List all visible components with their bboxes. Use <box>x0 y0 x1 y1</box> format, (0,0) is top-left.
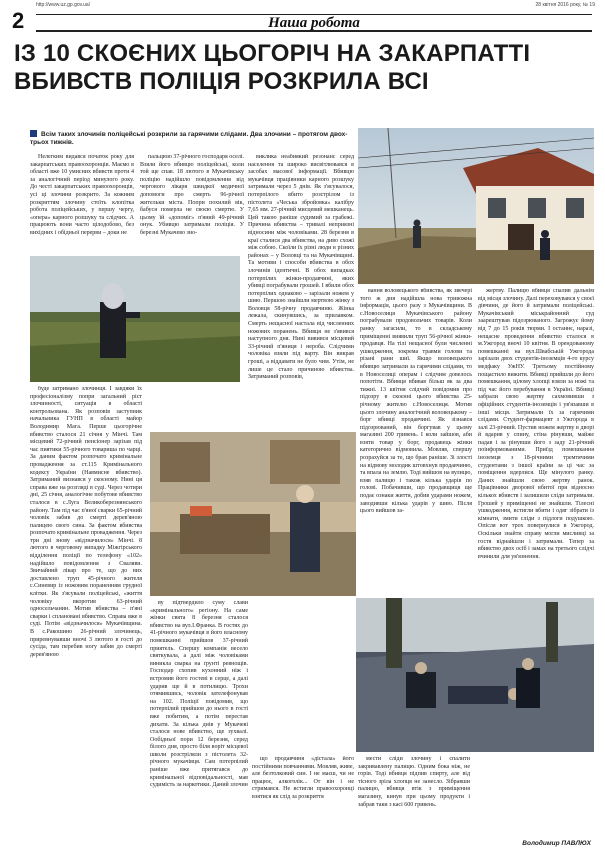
column-3b-text: що продавчиня «дістала» його постійними повчаннями. Мовляв, живе, але безтолковий син. І не маєш, чи не працює, алкоголік... От він і не стримався. Не встигли правоохоронці взятися як слід за розкриття <box>252 756 354 800</box>
column-5-text: жертву. Палицю вбивця спалив дальнім від місця злочину. Далі переховувався у своєї дівчини, де його й затримали поліцейські. Мукачівський міськрайонний суд заарештував підозрюваного. Загрожує йому від 7 до 15 років тюрми. І останнє, наразі, нещасне проведення вбивство сталося в м.Ужгород вночі 10 квітня. В орендованому помешканні на вул.Швабській Ужгорода зарізали двох студентів-іноземців 4-го курсу медфаку УжНУ. Третьому постійному пощастило вижити. Вбивці прийшли до його помешкання, цілому хлопці взяли за ножі та під час його перебування в Україні. Вбивці забрали свою жертву сахмовивши з офіційних студентів-іноземців і ув'язавши в інші місця. Затримали їх за гарячими слідами. Студент-фармацевт з Ужгорода в залі 23-річний. Пустив ножем жертву в дворі й вдарив у спину, стіна рінувши, майже падав і за рінувши його з заду 21-річний поінформованими. Приїзд помешкання іноземця з 18-річними тремтячими студентами з іншої країни за ці час за поміщення вдерлися. Ще мінулого ранку. Даних знайшли свою жертву ранок. Працівники дворової вбитої при відносно кількох вбивств і залишили сліди затримали. Грошей у приміщенні не знайшли. Тілесні ушкодження, встигли вбити і одяг зібрати із кімнати, змити сліди з підлоги подушкою. Опісля вот трох повернулися в Ужгород. Оскільки знайти справу могли мисливці за гостя віднайшли і затримали. Тепер за вбивство двох осіб і замах на третього слідчі вчинили для ув'язнення. <box>478 288 594 560</box>
lead-marker-icon <box>30 130 37 137</box>
article-column-1b <box>30 386 142 838</box>
field-scene-icon <box>30 256 240 382</box>
article-column-4a <box>360 288 472 594</box>
column-1a-text: Нелегким видався початок року для закарпатських правоохоронців. Маємо в області вже 10 умисних вбивств проти 4 за аналогічний період минулого року. До честі закарпатських правоохоронців, усі ці злочини розкрито. За кожним розкриттям злочину стоїть клопітка робота поліцейських, у першу чергу, «опера» карного розшуку та слідчих. А працюють вони часто цілодобово, без вихідних і обідньої перерви – доки не <box>30 154 134 236</box>
site-url: http://www.uz.gp.gov.ua/ <box>36 2 91 8</box>
article-column-4b <box>358 756 470 838</box>
article-headline: ІЗ 10 СКОЄНИХ ЦЬОГОРІЧ НА ЗАКАРПАТТІ ВБИВСТВ ПОЛІЦІЯ РОЗКРИЛА ВСІ <box>14 40 531 95</box>
column-2a-text: пальцюю 37-річного господаря оселі. Взяли його вбивцю поліцейські, коли той ще спав. 18 лютого в Мукачівську поліцію надійшло повідомлення від чергового лікаря швидкої медичної допомоги про смерть 96-річної жительки міста. Попри похилий вік, бабуся померла не своєю смертю. У цьому їй «допоміг» п'яний 49-річний онук. Убивцю затримали поліція. У березні Мукачево зно- <box>140 154 244 236</box>
column-1b-text: буде затримано злочинця. І завдяки їх професіоналізму попри загальний ріст злочинності, ситуація в області контрольована. Як розповів заступник начальника ГУНП в області майор Володимир Мага. Перше цьогорічне вбивство сталося 21 січня у Мінчі. Там місцевий 72-річний пенсіонер зарізав під час пиятики 55-річного товариша по чарці. За даним фактом розпочато кримінальне провадження за ст.115 Кримінального кодексу України (Навмисне вбивство). Затриманий визнався у скоєному. Нині ця справа вже на розгляді в суді. Через чотири дні, 25 січня, аналогічне побутове вбивство сталося в с.Луга Великоберезнянського району. Там під час п'яної сварки 65-річний чоловік забив до смерті дерев'яною палицею свого сина. За фактом вбивства розпочато кримінальне провадження. Через три дні знову «відзначилося» Мінчі. 8 лютого в черговому випадку Міжгірського відділення поліції по телефону «102» надійшло повідомлення з Сваляви. Звичайний лікар про те, що до них доставлено труп 45-річного жителя с.Синевир із ножовим пораненням грудної клітки. Як з'ясували поліцейські, «життя чоловіку вкоротив 63-річний односельчанин. Мотив вбивства – п'яні сварки і сплановані вбивство. Справа вже в суді. Потім «відзначилося» Мукачівщина. В с.Ракошино 26-річний злочинець, приревнувавши вночі 3 лютого в гості до сусіда, там перебив ногу забив до смерті дерев'яною <box>30 386 142 658</box>
author-signature: Володимир ПАВЛЮХ <box>522 840 591 847</box>
column-4b-text: мести сліди злочину і спалити закривавлену палицю. Одним бока ніж, не горів. Тоді вбивця підпив спирту, але від тісного зріла хлопця не занесло. Зібравши палицю, вбивця втік з приміщення магазину, кинув при цьому продукти і забрав таки з касі 600 гривень. <box>358 756 470 808</box>
arrest-photo <box>356 598 594 752</box>
article-column-5 <box>478 288 594 596</box>
page-number: 2 <box>12 8 25 33</box>
kitchen-photo <box>150 432 356 596</box>
house-with-police-icon <box>358 128 594 284</box>
article-column-3a <box>248 154 354 430</box>
column-2b-text: ву підтвердило суму слави «кримінального» регіону. На саме жінки свята 8 березня сталося вбивство на вул.І.Франка. В гостях до 41-річного мукачівця в його власному помешканні прийшов 37-річний приятель. Спершу компанія весело святкувала, а далі між чоловіками виникла сварка на ґрунті ревнощів. Господар схопив кухонний ніж і встромив його гостеві в серце, а далі ударив ще й в потилицю. Трохи отямившись, чоловік зателефонував на 102. Поліції повідомив, що потерпілий прийшов до нього в гості вже побитим, а потім перестав дихати. За кілька днів у Мукачеві сталося нове вбивство, ще зухвалі. Ообідньої пори 12 березня, серед білого дня, просто біля воріт місцевої школи розстріляли з пістолета 32-річного мукачівця. Сам потерпілий раніше вже притягався до кримінальної відповідальності, мав судимість за наркотики. Даний злочин <box>150 600 248 789</box>
lead-text: Всім таких злочинів поліцейські розкрили за гарячими слідами. Два злочини – протягом двох-трьох тижнів. <box>30 131 348 146</box>
column-3a-text: виклика неабиякий резонанс серед населення та широко висвітлювався в засобах масової інформації. Вбивцю мукачівця працівники карного розшуку затримали через 5 днів. Як з'ясувалося, потерпілого вбито розстрілом із пістолета «Чеська збройовка» калібру 7,65 мм. 27-річний мисцевий мешканець. Цей такою раніше судимий за грабежі. Причина вбивства – тривалі неприязні відносини між чоловіками. 28 березня в краї сталися два вбивства, на диво схожі між собою. Скоїли їх різні люди в різних районах – у Воловці та на Мукачівщині. Та мотиви і способи вбивства в обох злочинів ідентичні. В обох випадках потерпілих жінки-продавчині, яких убивці пограбували грошей. І вбили обох потерпілих однаково – зарізали ножем у шию. Першою знайшли мертвою жінку з Воловця 58-річну продавчиню. Жінка лежала, скинувшись, за прилавком. Смерть нещасної настала від численних ножових поранень. Вбивця не з'явився наступного дня. Нині вивився місцевий 33-річний п'яниця і нероба. Слідчими чоловіка взяли під варту. Він викрав гроші, а віддавати не було чим. Утім, не лише це стало причиною вбивства. Затриманий розповів, <box>248 154 354 381</box>
arrest-on-street-icon <box>356 598 594 752</box>
house-photo <box>358 128 594 284</box>
top-info-bar <box>0 0 605 10</box>
section-title: Наша робота <box>36 14 592 32</box>
article-column-2b <box>150 600 248 838</box>
article-column-1a <box>30 154 134 254</box>
field-photo <box>30 256 240 382</box>
article-column-2a <box>140 154 244 254</box>
article-lead <box>30 130 350 147</box>
kitchen-interior-icon <box>150 432 356 596</box>
issue-date: 28 квітня 2016 року, № 19 <box>535 2 595 8</box>
column-4a-text: вання воловецького вбивства, як звечері того ж дня надійшла нова тривожна інформація, цього разу з Мукачівщини. В с.Новоселиця Мукачівського району пограбували продовольчих товарів. Коли ранку загасили, то в складському приміщенні виявили труп 56-річної жінки-продавця. На тілі нещасної були численні ушкодження, зокрема травми голови та різані рани шиї. Якщо воловецького вбивцю затримали за гарячими слідами, то в Новоселиці операм і слідчим довелось попотіти. Вбивця вбивав більш як за два тижні. 13 квітня слідчий повідомив про підозру в скоєнні цього вбивства 25-річному жителю с.Новоселиця. Мотив цього злочину аналогічний воловецькому – борг вбивці продавчині. Як зізнався підозрюваний, він боргував у цьому магазині 200 гривень. І коли зайшов, аби взяти товар у борг, продавець жінки категорично відмовила. Мовляв, спершу розрахуйся за те, що брав раніше. Зі злості на відмову молодик штовхнув продавчиню, та впала на землю. Тоді вийшов на вулицю, взяв палицю і також кілька ударів по голові. Побачивши, що продавщиця ще подає ознаки життя, добив ударами ножем, заводивши кілька ударів у шию. Після цього вийшов за- <box>360 288 472 515</box>
article-column-3b <box>252 756 354 838</box>
